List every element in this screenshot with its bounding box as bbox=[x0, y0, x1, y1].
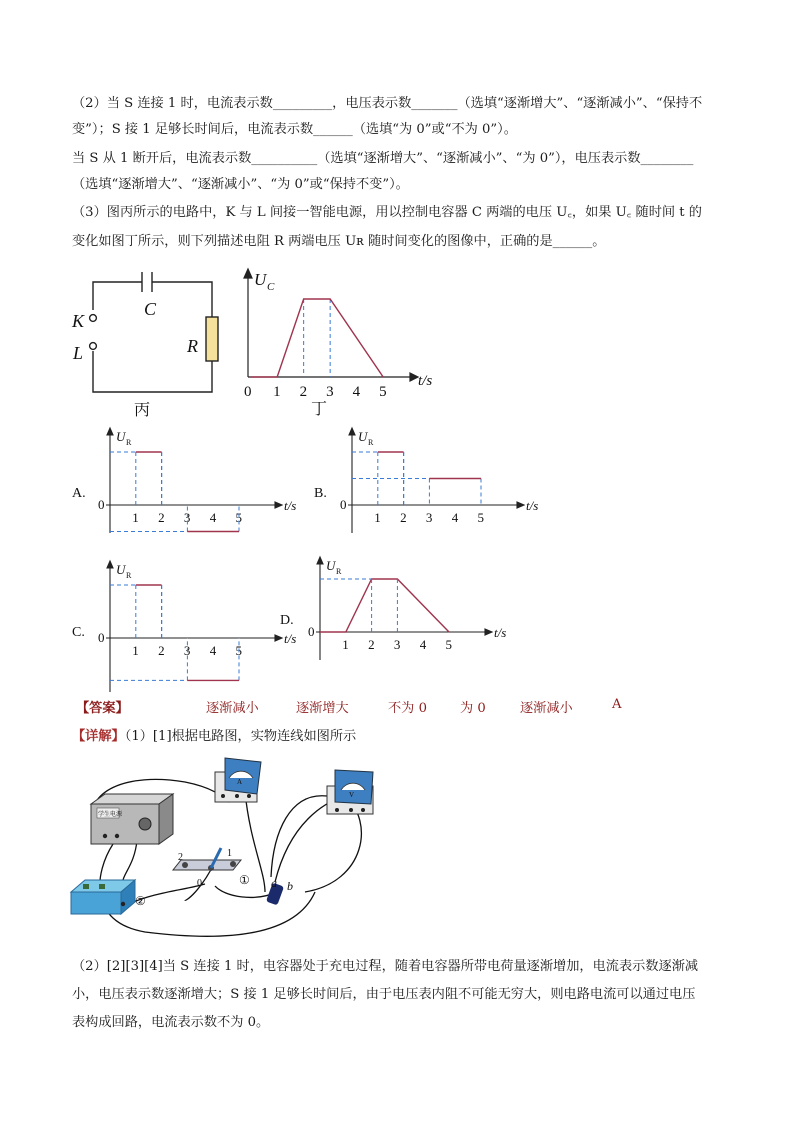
ur-axis-subscript: R bbox=[126, 438, 132, 447]
answer-blank-4: 为 0 bbox=[460, 701, 486, 716]
option-label: B. bbox=[314, 486, 327, 501]
option-label: A. bbox=[72, 486, 86, 501]
question-3-line-2: 变化如图丁所示，则下列描述电阻 R 两端电压 Uʀ 随时间变化的图像中，正确的是______。 bbox=[72, 234, 606, 249]
time-tick-label: 5 bbox=[445, 637, 452, 652]
single-pole-double-throw-switch bbox=[173, 848, 241, 889]
capacitor-terminal-b: b bbox=[287, 879, 293, 893]
circle-label-1: ① bbox=[239, 873, 250, 887]
x-axis-arrow bbox=[517, 502, 524, 508]
time-axis-label: t/s bbox=[494, 625, 507, 640]
resistor-label: R bbox=[187, 336, 198, 356]
circuit-caption: 丙 bbox=[134, 402, 151, 419]
time-tick-label: 3 bbox=[326, 384, 334, 400]
explanation-para2-line-2: 小，电压表示数逐渐增大；S 接 1 足够长时间后，由于电压表内阻不可能无穷大，则电路电流可以通过电压 bbox=[72, 987, 696, 1002]
uc-time-graph bbox=[238, 262, 438, 422]
time-tick-label: 4 bbox=[451, 510, 459, 525]
answer-blank-1: 逐渐减小 bbox=[206, 701, 259, 716]
option-label: D. bbox=[280, 613, 294, 628]
time-tick-label: 1 bbox=[132, 510, 139, 525]
circle-label-2: ② bbox=[135, 894, 146, 908]
option-c-graph bbox=[70, 558, 310, 688]
time-tick-label: 3 bbox=[393, 637, 401, 652]
ur-axis-subscript: R bbox=[336, 567, 342, 576]
ur-axis-label: U bbox=[326, 558, 336, 573]
switch-terminal-0: 0 bbox=[197, 878, 202, 889]
y-axis-arrow bbox=[317, 557, 323, 564]
ur-axis-subscript: R bbox=[126, 571, 132, 580]
switch-terminal-1: 1 bbox=[227, 848, 232, 859]
option-d-graph bbox=[278, 554, 518, 679]
answer-blank-6: A bbox=[612, 697, 622, 712]
power-supply bbox=[91, 794, 173, 844]
time-axis-label: t/s bbox=[284, 631, 297, 646]
x-axis-arrow bbox=[485, 629, 492, 635]
time-tick-label: 2 bbox=[400, 510, 407, 525]
time-tick-label: 3 bbox=[183, 510, 191, 525]
uc-axis-label: U bbox=[254, 270, 267, 289]
graph-caption: 丁 bbox=[311, 401, 328, 418]
question-2-line-4: （选填“逐渐增大”、“逐渐减小”、“为 0”或“保持不变”）。 bbox=[72, 177, 409, 192]
question-2-line-2: 变”）；S 接 1 足够长时间后，电流表示数______（选填“为 0”或“不为 0”）。 bbox=[72, 122, 517, 137]
explanation-part-1: （1）[1]根据电路图，实物连线如图所示 bbox=[124, 729, 357, 744]
origin-label: 0 bbox=[98, 630, 105, 645]
y-axis-arrow bbox=[107, 561, 113, 568]
y-axis-arrow bbox=[107, 428, 113, 435]
time-tick-label: 5 bbox=[235, 643, 242, 658]
time-tick-label: 4 bbox=[209, 510, 217, 525]
time-axis-label: t/s bbox=[418, 373, 433, 389]
time-tick-label: 5 bbox=[235, 510, 242, 525]
time-axis-label: t/s bbox=[526, 498, 539, 513]
question-2-line-1: （2）当 S 连接 1 时，电流表示数_________，电压表示数_______（选填“逐渐增大”、“逐渐减小”、“保持不 bbox=[72, 96, 703, 111]
explanation-tag: 【详解】 bbox=[72, 729, 125, 744]
option-b-graph bbox=[312, 425, 552, 550]
time-tick-label: 2 bbox=[158, 643, 165, 658]
ammeter bbox=[215, 758, 261, 802]
y-axis-arrow bbox=[349, 428, 355, 435]
explanation-para2-line-3: 表构成回路，电流表示数不为 0。 bbox=[72, 1015, 270, 1030]
time-tick-label: 2 bbox=[299, 384, 308, 400]
apparatus-illustration bbox=[65, 752, 405, 952]
answer-tag: 【答案】 bbox=[76, 701, 129, 716]
time-tick-label: 4 bbox=[209, 643, 217, 658]
time-tick-label: 5 bbox=[379, 384, 387, 400]
explanation-line-1 bbox=[72, 726, 732, 748]
ammeter-label: A bbox=[237, 778, 243, 786]
time-tick-label: 4 bbox=[419, 637, 427, 652]
time-tick-label: 1 bbox=[342, 637, 349, 652]
origin-label: 0 bbox=[98, 497, 105, 512]
time-tick-label: 4 bbox=[352, 384, 361, 400]
time-tick-label: 1 bbox=[374, 510, 381, 525]
switch-terminal-2: 2 bbox=[178, 852, 183, 863]
question-3-line-1: （3）图丙所示的电路中，K 与 L 间接一智能电源，用以控制电容器 C 两端的电压 U꜀，如果 U꜀ 随时间 t 的 bbox=[72, 205, 702, 220]
answer-blank-5: 逐渐减小 bbox=[520, 701, 573, 716]
ur-axis-subscript: R bbox=[368, 438, 374, 447]
time-tick-label: 1 bbox=[132, 643, 139, 658]
capacitor-terminal-a: a bbox=[271, 876, 277, 890]
electrolytic-capacitor bbox=[266, 876, 293, 905]
time-tick-label: 2 bbox=[158, 510, 165, 525]
capacitor-label: C bbox=[144, 299, 157, 319]
ur-curve bbox=[320, 579, 449, 632]
explanation-para2-line-1: （2）[2][3][4]当 S 连接 1 时，电容器处于充电过程，随着电容器所带电荷量逐渐增加，电流表示数逐渐减 bbox=[72, 959, 699, 974]
voltmeter bbox=[327, 770, 373, 814]
answer-blank-2: 逐渐增大 bbox=[296, 701, 349, 716]
origin-label: 0 bbox=[340, 497, 347, 512]
ur-axis-label: U bbox=[116, 429, 126, 444]
origin-label: 0 bbox=[244, 384, 252, 400]
time-tick-label: 1 bbox=[273, 384, 281, 400]
time-tick-label: 3 bbox=[425, 510, 433, 525]
terminal-l-label: L bbox=[73, 343, 84, 363]
battery-board bbox=[71, 880, 135, 914]
option-a-graph bbox=[70, 425, 310, 550]
question-2-line-3: 当 S 从 1 断开后，电流表示数__________（选填“逐渐增大”、“逐渐减小”、“为 0”），电压表示数________ bbox=[72, 151, 694, 166]
voltmeter-label: V bbox=[349, 791, 355, 799]
terminal-k-label: K bbox=[72, 311, 85, 331]
ur-axis-label: U bbox=[116, 562, 126, 577]
circuit-diagram bbox=[60, 262, 230, 422]
uc-axis-subscript: C bbox=[267, 281, 275, 293]
option-label: C. bbox=[72, 625, 85, 640]
time-axis-label: t/s bbox=[284, 498, 297, 513]
power-supply-label: 学生电源 bbox=[98, 812, 123, 818]
time-tick-label: 2 bbox=[368, 637, 375, 652]
time-tick-label: 3 bbox=[183, 643, 191, 658]
uc-curve bbox=[251, 299, 384, 377]
answer-blank-3: 不为 0 bbox=[388, 701, 427, 716]
origin-label: 0 bbox=[308, 624, 315, 639]
ur-axis-label: U bbox=[358, 429, 368, 444]
time-tick-label: 5 bbox=[477, 510, 484, 525]
x-axis-arrow bbox=[275, 502, 282, 508]
